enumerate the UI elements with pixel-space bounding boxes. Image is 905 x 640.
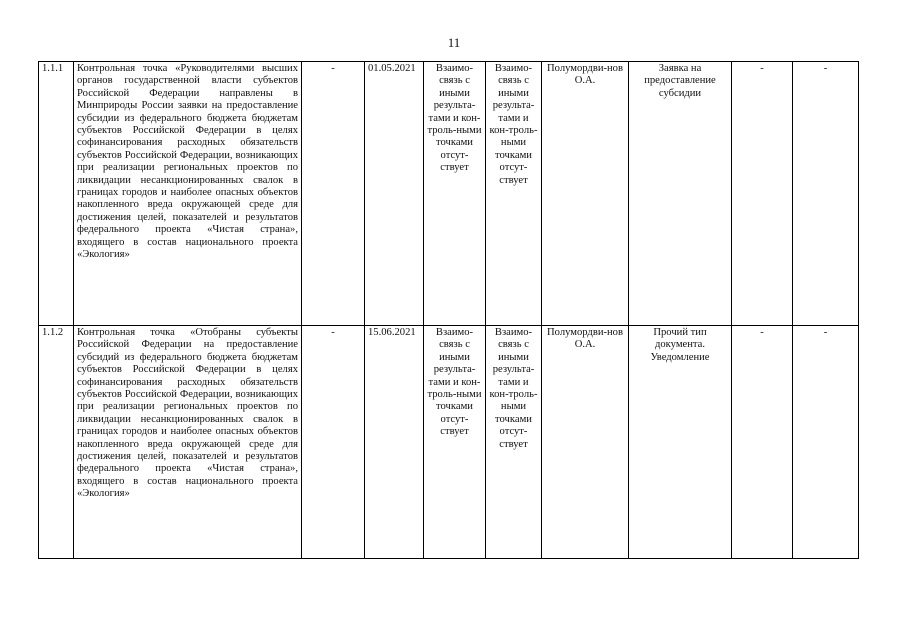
table-row <box>39 62 859 326</box>
empty-dash-cell: - <box>793 326 859 559</box>
control-point-description: Контрольная точка «Руководителями высших органов государственной власти субъектов Российской Федерации направлены в Минприроды России заявки на предоставление субсидии из федерального бюджета бюджетам субъектов Российской Федерации в целях софинансирования расходных обязательств субъектов Российской Федерации, возникающих при реализации региональных проектов по ликвидации несанкционированных свалок в границах городов и наиболее опасных объектов накопленного вреда окружающей среде для достижения целей, показателей и результатов федерального проекта «Чистая страна», входящего в состав национального проекта «Экология» <box>74 62 302 326</box>
end-date-cell: 15.06.2021 <box>365 326 424 559</box>
responsible-cell: Полумордви-нов О.А. <box>542 62 629 326</box>
relation-next-cell: Взаимо-связь с иными результа-тами и кон-троль-ными точками отсут-ствует <box>486 62 542 326</box>
table-row <box>39 326 859 559</box>
end-date-cell: 01.05.2021 <box>365 62 424 326</box>
start-date-cell: - <box>302 326 365 559</box>
relation-prev-cell: Взаимо-связь с иными результа-тами и кон-троль-ными точками отсут-ствует <box>424 326 486 559</box>
empty-dash-cell: - <box>793 62 859 326</box>
empty-dash-cell: - <box>732 62 793 326</box>
row-number: 1.1.2 <box>39 326 74 559</box>
control-points-table <box>38 61 859 559</box>
responsible-cell: Полумордви-нов О.А. <box>542 326 629 559</box>
document-type-cell: Заявка на предоставление субсидии <box>629 62 732 326</box>
page-number: 11 <box>447 35 461 50</box>
start-date-cell: - <box>302 62 365 326</box>
document-type-cell: Прочий тип документа. Уведомление <box>629 326 732 559</box>
empty-dash-cell: - <box>732 326 793 559</box>
relation-prev-cell: Взаимо-связь с иными результа-тами и кон-троль-ными точками отсут-ствует <box>424 62 486 326</box>
control-point-description: Контрольная точка «Отобраны субъекты Российской Федерации на предоставление субсидий из федерального бюджета бюджетам субъектов Российской Федерации в целях софинансирования расходных обязательств субъектов Российской Федерации, возникающих при реализации региональных проектов по ликвидации несанкционированных свалок в границах городов и наиболее опасных объектов накопленного вреда окружающей среде для достижения целей, показателей и результатов федерального проекта «Чистая страна», входящего в состав национального проекта «Экология» <box>74 326 302 559</box>
row-number: 1.1.1 <box>39 62 74 326</box>
relation-next-cell: Взаимо-связь с иными результа-тами и кон-троль-ными точками отсут-ствует <box>486 326 542 559</box>
